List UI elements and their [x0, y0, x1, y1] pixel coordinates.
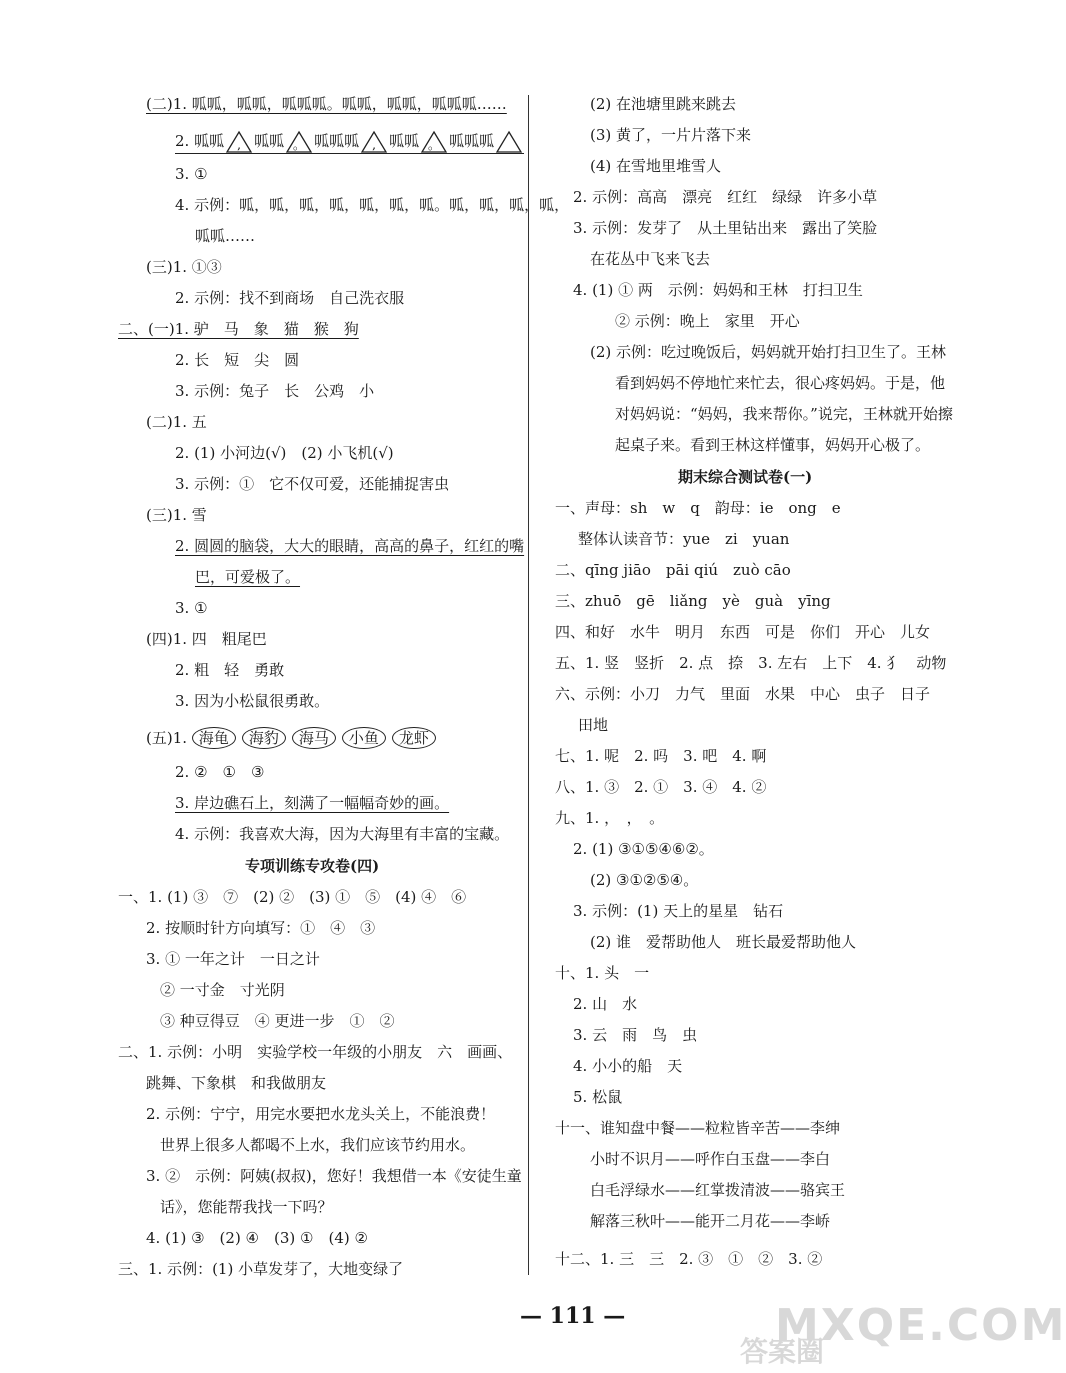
left-line: 二、(一)1. 驴 马 象 猫 猴 狗: [118, 320, 359, 338]
svg-text:。: 。: [293, 138, 306, 152]
right-line: 3. 云 雨 鸟 虫: [573, 1026, 698, 1044]
left-line: 4. (1) ③ (2) ④ (3) ① (4) ②: [146, 1229, 368, 1247]
left-line: 3. ①: [175, 599, 208, 617]
right-line: 整体认读音节：yue zi yuan: [578, 530, 790, 548]
left-line: 2. 圆圆的脑袋，大大的眼睛，高高的鼻子，红红的嘴: [175, 537, 525, 555]
right-line: ② 示例：晚上 家里 开心: [615, 312, 800, 330]
left-line: 4. 示例：我喜欢大海，因为大海里有丰富的宝藏。: [175, 825, 510, 843]
left-line: 2. 按顺时针方向填写：① ④ ③: [146, 919, 376, 937]
right-line: 2. (1) ③①⑤④⑥②。: [573, 840, 714, 858]
circled-word: 小鱼: [342, 727, 386, 749]
svg-text:,: ,: [372, 138, 377, 152]
right-line: 2. 示例：高高 漂亮 红红 绿绿 许多小草: [573, 188, 878, 206]
right-line: 对妈妈说：“妈妈，我来帮你。”说完，王林就开始擦: [615, 405, 953, 423]
left-line: 话》，您能帮我找一下吗？: [160, 1198, 333, 1216]
svg-text:。: 。: [428, 138, 441, 152]
left-line: 2. 呱呱 , 呱呱 。 呱呱呱 , 呱呱 。 呱呱呱: [175, 130, 524, 154]
right-line: 3. 示例：(1) 天上的星星 钻石: [573, 902, 784, 920]
right-line: (2) 示例：吃过晚饭后，妈妈就开始打扫卫生了。王林: [590, 343, 947, 361]
right-line: 九、1. ， ， 。: [555, 809, 665, 827]
right-line: 在花丛中飞来飞去: [590, 250, 711, 268]
left-line: 3. 示例：兔子 长 公鸡 小: [175, 382, 375, 400]
left-line: 专项训练专攻卷(四): [245, 857, 380, 875]
left-line: 2. 粗 轻 勇敢: [175, 661, 285, 679]
circled-word: 龙虾: [392, 727, 436, 749]
right-line: 五、1. 竖 竖折 2. 点 捺 3. 左右 上下 4. 犭 动物: [555, 654, 947, 672]
triangle-icon: [421, 131, 447, 153]
left-line: 2. 示例：找不到商场 自己洗衣服: [175, 289, 405, 307]
circled-word: 海豹: [242, 727, 286, 749]
right-line: 四、和好 水牛 明月 东西 可是 你们 开心 儿女: [555, 623, 931, 641]
right-line: 七、1. 呢 2. 吗 3. 吧 4. 啊: [555, 747, 767, 765]
left-line: (二)1. 呱呱，呱呱，呱呱呱。呱呱，呱呱，呱呱呱……: [146, 95, 507, 113]
page-number: — 111 —: [520, 1303, 626, 1329]
right-line: (2) 在池塘里跳来跳去: [590, 95, 737, 113]
left-line: (三)1. ①③: [146, 258, 222, 276]
svg-text:,: ,: [237, 138, 242, 152]
right-line: 二、qīng jiāo pāi qiú zuò cāo: [555, 561, 791, 579]
left-line: 3. 示例：① 它不仅可爱，还能捕捉害虫: [175, 475, 450, 493]
right-line: 田地: [578, 716, 609, 734]
right-line: 5. 松鼠: [573, 1088, 623, 1106]
right-line: 十一、谁知盘中餐——粒粒皆辛苦——李绅: [555, 1119, 841, 1137]
right-line: 白毛浮绿水——红掌拨清波——骆宾王: [590, 1181, 846, 1199]
right-line: (2) 谁 爱帮助他人 班长最爱帮助他人: [590, 933, 857, 951]
left-line: 4. 示例：呱，呱，呱，呱，呱，呱，呱。呱，呱，呱，呱，: [175, 196, 570, 214]
left-line: 2. 长 短 尖 圆: [175, 351, 300, 369]
left-line: 2. ② ① ③: [175, 763, 265, 781]
right-line: 小时不识月——呼作白玉盘——李白: [590, 1150, 831, 1168]
left-line: 呱呱……: [195, 227, 256, 245]
right-line: (3) 黄了，一片片落下来: [590, 126, 752, 144]
left-line: (三)1. 雪: [146, 506, 207, 524]
triangle-icon: [496, 131, 522, 153]
right-line: 起桌子来。看到王林这样懂事，妈妈开心极了。: [615, 436, 931, 454]
right-line: 十二、1. 三 三 2. ③ ① ② 3. ②: [555, 1250, 823, 1268]
column-divider: [528, 95, 529, 1275]
right-line: 解落三秋叶——能开二月花——李峤: [590, 1212, 831, 1230]
left-line: (二)1. 五: [146, 413, 207, 431]
right-line: 2. 山 水: [573, 995, 638, 1013]
right-line: 看到妈妈不停地忙来忙去，很心疼妈妈。于是，他: [615, 374, 946, 392]
left-line: 三、1. 示例：(1) 小草发芽了，大地变绿了: [118, 1260, 404, 1278]
left-line: 跳舞、下象棋 和我做朋友: [146, 1074, 327, 1092]
left-line: 世界上很多人都喝不上水，我们应该节约用水。: [160, 1136, 476, 1154]
circled-word: 海马: [292, 727, 336, 749]
right-line: 十、1. 头 一: [555, 964, 650, 982]
left-line: 巴，可爱极了。: [195, 568, 301, 586]
left-line: 二、1. 示例：小明 实验学校一年级的小朋友 六 画画、: [118, 1043, 513, 1061]
left-line: 一、1. (1) ③ ⑦ (2) ② (3) ① ⑤ (4) ④ ⑥: [118, 888, 467, 906]
right-line: 4. 小小的船 天: [573, 1057, 683, 1075]
right-line: 六、示例：小刀 力气 里面 水果 中心 虫子 日子: [555, 685, 931, 703]
right-line: 3. 示例：发芽了 从土里钻出来 露出了笑脸: [573, 219, 878, 237]
right-line: 4. (1) ① 两 示例：妈妈和王林 打扫卫生: [573, 281, 863, 299]
left-line: 3. ① 一年之计 一日之计: [146, 950, 320, 968]
right-line: 一、声母：sh w q 韵母：ie ong e: [555, 499, 841, 517]
watermark-logo: 答案圈: [740, 1335, 825, 1368]
left-line: ③ 种豆得豆 ④ 更进一步 ① ②: [160, 1012, 395, 1030]
left-line: (五)1. 海龟 海豹 海马 小鱼 龙虾: [146, 727, 442, 749]
left-line: 3. 岸边礁石上，刻满了一幅幅奇妙的画。: [175, 794, 450, 812]
left-line: 3. ①: [175, 165, 208, 183]
left-line: ② 一寸金 寸光阴: [160, 981, 285, 999]
right-line: 三、zhuō gē liǎng yè guà yīng: [555, 592, 831, 610]
right-line: 八、1. ③ 2. ① 3. ④ 4. ②: [555, 778, 767, 796]
left-line: 3. 因为小松鼠很勇敢。: [175, 692, 330, 710]
right-line: (4) 在雪地里堆雪人: [590, 157, 722, 175]
left-line: 3. ② 示例：阿姨(叔叔)，您好！我想借一本《安徒生童: [146, 1167, 522, 1185]
left-line: 2. 示例：宁宁，用完水要把水龙头关上，不能浪费！: [146, 1105, 496, 1123]
watermark: MXQE.COM: [775, 1300, 1066, 1351]
right-line: (2) ③①②⑤④。: [590, 871, 699, 889]
triangle-icon: [286, 131, 312, 153]
left-line: 2. (1) 小河边(√) (2) 小飞机(√): [175, 444, 394, 462]
triangle-icon: [226, 131, 252, 153]
triangle-icon: [361, 131, 387, 153]
left-line: (四)1. 四 粗尾巴: [146, 630, 267, 648]
right-line: 期末综合测试卷(一): [678, 468, 813, 486]
circled-word: 海龟: [192, 727, 236, 749]
